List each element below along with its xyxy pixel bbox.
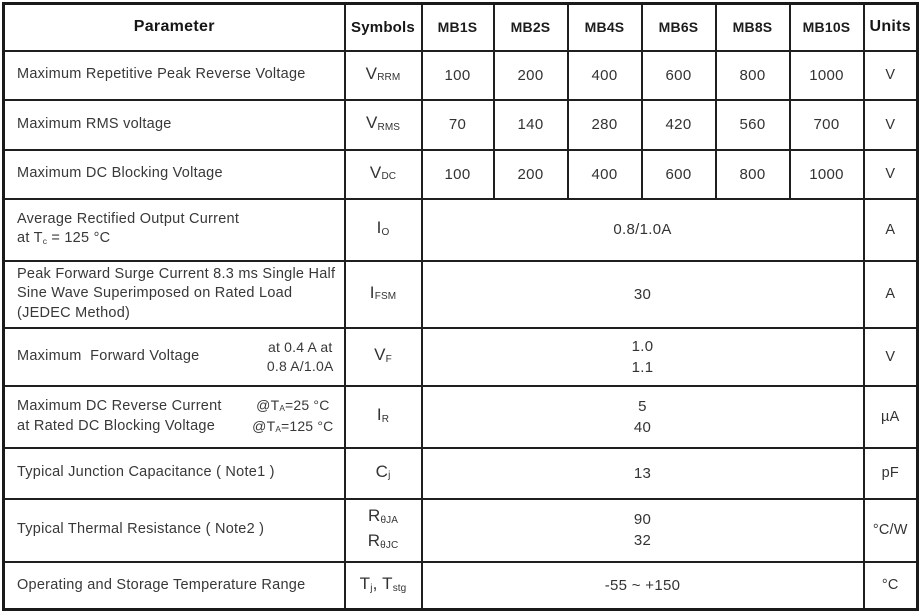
parameter-text-line: Operating and Storage Temperature Range bbox=[17, 576, 306, 593]
spec-table bbox=[2, 2, 919, 611]
column-header-mb2s: MB2S bbox=[494, 4, 568, 51]
parameter-label-ifsm bbox=[17, 265, 335, 324]
spec-row-vdc bbox=[4, 150, 918, 199]
spec-row-ir bbox=[4, 386, 918, 448]
parameter-text-line: (JEDEC Method) bbox=[17, 304, 131, 321]
parameter-cell-rth bbox=[4, 499, 345, 562]
parameter-text-line: at $T_c = 125$ °C bbox=[17, 230, 111, 246]
symbol-text: $C_j$ bbox=[375, 461, 391, 482]
subscript: RMS bbox=[377, 121, 401, 133]
unit-cell-vrms: V bbox=[864, 100, 918, 150]
symbol-cell-ir bbox=[345, 386, 422, 448]
value-vrrm-mb2s: 200 bbox=[494, 51, 568, 100]
value-vrrm-mb10s: 1000 bbox=[790, 51, 864, 100]
value-tstg-all-models bbox=[422, 562, 864, 610]
unit-cell-ifsm: A bbox=[864, 261, 918, 328]
column-header-mb1s: MB1S bbox=[422, 4, 494, 51]
unit-cell-ir: µA bbox=[864, 386, 918, 448]
condition-text-line: 0.8 A/1.0A bbox=[266, 357, 334, 374]
value-vdc-mb4s: 400 bbox=[568, 150, 642, 199]
value-vf-all-models bbox=[422, 328, 864, 386]
symbol-text: $I_{FSM}$ bbox=[369, 282, 397, 303]
parameter-text-line: Maximum Repetitive Peak Reverse Voltage bbox=[17, 66, 306, 83]
unit-cell-vrrm: V bbox=[864, 51, 918, 100]
value-vrms-mb1s: 70 bbox=[422, 100, 494, 150]
parameter-text-line: Typical Thermal Resistance ( Note2 ) bbox=[17, 521, 265, 538]
column-header-mb6s: MB6S bbox=[642, 4, 716, 51]
parameter-label-vf bbox=[17, 347, 199, 367]
symbol-text: $T_j$, $T_{stg}$ bbox=[359, 573, 407, 594]
value-rth-all-models bbox=[422, 499, 864, 562]
parameter-text-line: Maximum DC Blocking Voltage bbox=[17, 165, 223, 182]
subscript: R bbox=[381, 413, 390, 425]
header-row bbox=[4, 4, 918, 51]
subscript: A bbox=[275, 424, 281, 434]
column-header-symbols: Symbols bbox=[345, 4, 422, 51]
subscript: j bbox=[388, 470, 391, 482]
parameter-text-line: Maximum RMS voltage bbox=[17, 115, 172, 132]
parameter-cell-io bbox=[4, 199, 345, 261]
parameter-label-cj bbox=[17, 463, 275, 483]
spec-row-vrms bbox=[4, 100, 918, 150]
value-ifsm-all-models bbox=[422, 261, 864, 328]
symbol-cell-tstg bbox=[345, 562, 422, 610]
parameter-text-line: Sine Wave Superimposed on Rated Load bbox=[17, 285, 293, 302]
subscript: F bbox=[385, 353, 392, 365]
unit-cell-rth: °C/W bbox=[864, 499, 918, 562]
unit-cell-cj: pF bbox=[864, 448, 918, 499]
symbol-cell-vrms bbox=[345, 100, 422, 150]
value-vdc-mb6s: 600 bbox=[642, 150, 716, 199]
subscript: RRM bbox=[377, 72, 401, 84]
spec-table-body bbox=[4, 51, 918, 610]
value-text-line: 90 bbox=[633, 511, 652, 528]
value-vrms-mb4s: 280 bbox=[568, 100, 642, 150]
subscript: j bbox=[370, 582, 373, 594]
symbol-text: $V_{RMS}$ bbox=[365, 113, 401, 133]
parameter-label-vrrm bbox=[17, 65, 306, 85]
value-vrrm-mb8s: 800 bbox=[716, 51, 790, 100]
value-vrms-mb6s: 420 bbox=[642, 100, 716, 150]
value-text-line: 1.1 bbox=[631, 358, 654, 376]
column-header-mb10s: MB10S bbox=[790, 4, 864, 51]
parameter-text-line: Maximum DC Reverse Current bbox=[17, 398, 222, 414]
spec-table-header bbox=[4, 4, 918, 51]
value-vdc-mb8s: 800 bbox=[716, 150, 790, 199]
condition-text-line: $@T_A=25$ °C bbox=[256, 396, 330, 413]
value-text-line: 32 bbox=[633, 532, 652, 549]
value-text-line: -55 ~ +150 bbox=[604, 576, 681, 594]
subscript: O bbox=[381, 226, 390, 238]
spec-row-rth bbox=[4, 499, 918, 562]
value-text-line: 40 bbox=[633, 418, 652, 436]
symbol-text: $I_O$ bbox=[376, 218, 390, 238]
value-vrrm-mb1s: 100 bbox=[422, 51, 494, 100]
symbol-text: $V_{RRM}$ bbox=[365, 63, 401, 84]
value-cj-all-models bbox=[422, 448, 864, 499]
column-header-mb4s: MB4S bbox=[568, 4, 642, 51]
value-text-line: 0.8/1.0A bbox=[613, 221, 672, 238]
value-vrms-mb8s: 560 bbox=[716, 100, 790, 150]
value-text-line: 5 bbox=[638, 397, 647, 415]
spec-row-tstg bbox=[4, 562, 918, 610]
unit-cell-tstg: °C bbox=[864, 562, 918, 610]
subscript: stg bbox=[392, 582, 407, 594]
subscript: DC bbox=[381, 171, 397, 183]
condition-text-line: $@T_A=125$ °C bbox=[252, 417, 334, 434]
spec-row-vf bbox=[4, 328, 918, 386]
test-condition-vf bbox=[267, 338, 338, 376]
unit-cell-vdc: V bbox=[864, 150, 918, 199]
subscript: FSM bbox=[374, 291, 397, 303]
test-condition-ir bbox=[252, 396, 337, 438]
column-header-units: Units bbox=[864, 4, 918, 51]
value-io-all-models bbox=[422, 199, 864, 261]
parameter-label-vrms bbox=[17, 115, 172, 135]
parameter-label-io bbox=[17, 210, 239, 250]
parameter-cell-ifsm bbox=[4, 261, 345, 328]
value-vrrm-mb4s: 400 bbox=[568, 51, 642, 100]
parameter-label-rth bbox=[17, 520, 264, 540]
symbol-cell-rth bbox=[345, 499, 422, 562]
spec-row-io bbox=[4, 199, 918, 261]
parameter-cell-cj bbox=[4, 448, 345, 499]
symbol-text: $V_{DC}$ bbox=[369, 162, 397, 183]
value-vdc-mb10s: 1000 bbox=[790, 150, 864, 199]
symbol-cell-vdc bbox=[345, 150, 422, 199]
condition-text-line: at 0.4 A at bbox=[267, 338, 333, 355]
parameter-cell-vrrm bbox=[4, 51, 345, 100]
symbol-cell-cj bbox=[345, 448, 422, 499]
value-ir-all-models bbox=[422, 386, 864, 448]
symbol-cell-ifsm bbox=[345, 261, 422, 328]
value-text-line: 13 bbox=[633, 464, 652, 482]
parameter-text-line: Average Rectified Output Current bbox=[17, 210, 240, 227]
parameter-label-vdc bbox=[17, 164, 223, 184]
value-vrms-mb10s: 700 bbox=[790, 100, 864, 150]
parameter-cell-vdc bbox=[4, 150, 345, 199]
parameter-text-line: at Rated DC Blocking Voltage bbox=[17, 417, 216, 434]
subscript: θJC bbox=[380, 539, 399, 551]
spec-row-vrrm bbox=[4, 51, 918, 100]
subscript: θJA bbox=[380, 514, 399, 526]
value-vdc-mb2s: 200 bbox=[494, 150, 568, 199]
column-header-parameter: Parameter bbox=[4, 4, 345, 51]
unit-cell-io: A bbox=[864, 199, 918, 261]
value-vrrm-mb6s: 600 bbox=[642, 51, 716, 100]
parameter-label-ir bbox=[17, 397, 222, 436]
value-text-line: 1.0 bbox=[631, 337, 654, 355]
symbol-cell-vrrm bbox=[345, 51, 422, 100]
value-text-line: 30 bbox=[633, 285, 652, 303]
parameter-text-line: Maximum Forward Voltage bbox=[17, 347, 200, 364]
subscript: A bbox=[279, 403, 285, 413]
parameter-label-tstg bbox=[17, 576, 305, 596]
spec-row-ifsm bbox=[4, 261, 918, 328]
symbol-cell-vf bbox=[345, 328, 422, 386]
symbol-text: $R_{\theta JA}$ bbox=[367, 506, 399, 526]
column-header-mb8s: MB8S bbox=[716, 4, 790, 51]
parameter-text-line: Typical Junction Capacitance ( Note1 ) bbox=[17, 464, 275, 481]
parameter-cell-ir bbox=[4, 386, 345, 448]
subscript: c bbox=[42, 235, 48, 246]
value-vrms-mb2s: 140 bbox=[494, 100, 568, 150]
unit-cell-vf: V bbox=[864, 328, 918, 386]
symbol-cell-io bbox=[345, 199, 422, 261]
value-vdc-mb1s: 100 bbox=[422, 150, 494, 199]
symbol-text: $R_{\theta JC}$ bbox=[367, 531, 399, 551]
parameter-cell-tstg bbox=[4, 562, 345, 610]
symbol-text: $I_R$ bbox=[376, 405, 390, 425]
symbol-text: $V_F$ bbox=[374, 345, 392, 365]
parameter-cell-vrms bbox=[4, 100, 345, 150]
parameter-text-line: Peak Forward Surge Current 8.3 ms Single Half bbox=[17, 265, 336, 282]
spec-row-cj bbox=[4, 448, 918, 499]
parameter-cell-vf bbox=[4, 328, 345, 386]
